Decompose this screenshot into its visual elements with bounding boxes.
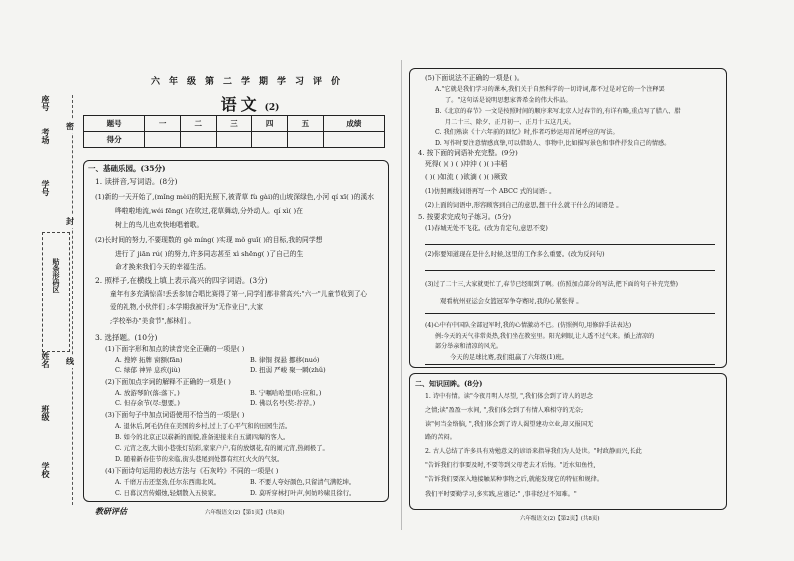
score-cell[interactable] xyxy=(180,132,216,148)
q5s-3: (3)过了二十三,大家就更忙了,春节已经眼到了啊。(仿照加点部分的写法,把下面的句子补充完整) xyxy=(425,281,678,288)
k1-line-a[interactable]: 1. 诗中有情。读"今夜月明人尽望, ",我们体会到了诗人的思念 xyxy=(425,393,593,400)
q3-4-option-b[interactable]: B. 不要人夸好颜色,只留清气满乾坤。 xyxy=(250,479,356,486)
q4-idiom-row-1[interactable]: 死得( )( ) ( )冲沖 ( )( )丰稻 xyxy=(425,160,508,168)
q3-1-stem: (1)下面字形和加点的读音完全正确的一项是( ) xyxy=(105,345,245,353)
q5-option-c[interactable]: C. 我们熟读《十六年前的回忆》时,作者巧妙运用首尾呼应的写法。 xyxy=(435,129,619,136)
page-divider xyxy=(401,60,402,530)
score-header-cell: 题号 xyxy=(84,116,145,132)
answer-line[interactable] xyxy=(425,364,715,365)
score-table-header-row xyxy=(84,116,385,132)
right-page-number: 六年级语文(2)【第2页】(共8页) xyxy=(520,516,600,522)
left-page-number: 六年级语文(2)【第1页】(共8页) xyxy=(205,510,285,516)
q1-line-c: 树上的鸟儿也欢快地唱着歌。 xyxy=(115,221,204,229)
q5-stem: (5)下面说法不正确的一项是( )。 xyxy=(425,74,524,82)
k2-line-b[interactable]: "告诉我们行事要及时,不要等到父母老去才后悔。"近水知鱼性, xyxy=(425,462,596,469)
score-header-cell: 一 xyxy=(145,116,181,132)
k2-line-d[interactable]: 我们平时要勤学习,多实践,应谨记:" ,事非经过不知难。" xyxy=(425,491,577,498)
k1-line-c[interactable]: 读"何当金络脑, ",我们体会到了诗人渴望建功立业,却又报国无 xyxy=(425,421,594,428)
q5-option-a-cont: 了。"这句话是说明思想家普希金的伟大作品。 xyxy=(445,97,572,104)
q4-idiom-row-2[interactable]: ( )( )如流 ( )欲滴 ( )( )厥致 xyxy=(425,173,508,181)
q3-4-option-a[interactable]: A. 千磨万击还坚劲,任尔东西南北风。 xyxy=(115,479,221,486)
q2-prompt: 2. 照样子,在横线上填上表示高兴的四字词语。(3分) xyxy=(95,276,268,285)
q4-sub-2: (2)上面的词语中,形容顾客到自己的意思,想干什么就干什么的词语是 。 xyxy=(425,202,623,209)
q1-line-b: 哗啦啦地流,wéi fēng( )在吹过,花草舞动,分外动人。qí xì( )在 xyxy=(115,207,303,215)
score-cell[interactable] xyxy=(216,132,252,148)
q5-option-a[interactable]: A."它就是我们学习的课本,我们关于自然科学的一切诗词,都不过是对它的一个注释罢 xyxy=(435,86,665,93)
seal-cut-line xyxy=(72,95,73,505)
q4-sub-1: (1)仿照画线词语再写一个 ABCC 式的词语: 。 xyxy=(425,188,556,195)
q5s-prompt: 5. 按要求完成句子练习。(5分) xyxy=(418,213,512,221)
q5s-4-example: 例:今天的天气非常炎热,我们坐在教室里。阳光刺眼,让人透不过气来。插上清凉的 xyxy=(435,333,655,340)
q5s-2: (2)你要知道现在是什么时候,这里的工作多么重要。(改为反问句) xyxy=(425,251,605,258)
q3-2-option-c[interactable]: C. 但存余节(尽:想要。) xyxy=(115,399,180,407)
q3-1-option-b[interactable]: B. 律铜 探悬 挪移(nuó) xyxy=(250,356,320,364)
q3-4-stem: (4)下面诗句运用的表达方法与《石灰吟》不同的一项是( ) xyxy=(105,467,279,475)
q5s-4-sentence: 今天的足球比赛,我们组赢了六年级(1)班。 xyxy=(450,354,568,361)
score-cell[interactable] xyxy=(288,132,324,148)
q3-2-stem: (2)下面加点字词的解释不正确的一项是( ) xyxy=(105,378,231,386)
name-label: 姓名 xyxy=(41,352,51,368)
q3-3-stem: (3)下面句子中加点词语使用不恰当的一项是( ) xyxy=(105,411,245,419)
q2-line-a: 童年有多充满惊喜!丢丢参加合唱比赛得了第一,同学们都非常高兴;"六一"儿童节收到了心 xyxy=(110,290,367,298)
q5s-3b: 观看杭州亚运会女篮冠军争夺赛时,我的心紧张得 。 xyxy=(440,298,583,305)
q3-3-option-d[interactable]: D. 随着新春佳节的来临,街头巷尾到处都有红红火火的气氛。 xyxy=(115,456,284,463)
barcode-paste-label: 贴条形码区 xyxy=(52,258,61,293)
q5-option-d[interactable]: D. 写作时要注意情感真挚,可以借助人、事物中,比如描写景色和事件抒发自己的情感。 xyxy=(435,140,671,147)
score-header-cell: 成绩 xyxy=(323,116,384,132)
score-table xyxy=(83,115,385,148)
q1-line-a: (1)新的一天开始了,(mǐng mèi)的阳光照下,被青草 fù gài)的山坡深绿色,小河 qí xī( )的溪水 xyxy=(95,193,375,201)
q3-3-option-a[interactable]: A. 退休后,阿毛仍住在美国的乡村,过上了心平气和的田园生活。 xyxy=(115,423,292,430)
q1-prompt: 1. 读拼音,写词语。(8分) xyxy=(95,177,178,186)
answer-line[interactable] xyxy=(425,313,715,314)
exam-room-label: 考场 xyxy=(41,128,51,144)
score-header-cell: 五 xyxy=(288,116,324,132)
q3-3-option-b[interactable]: B. 如今的北京正以崭新的面貌,准备迎接来自五湖四海的客人。 xyxy=(115,434,290,441)
q3-prompt: 3. 选择题。(10分) xyxy=(95,333,158,342)
section2-heading: 二、知识回眸。(8分) xyxy=(415,379,483,388)
q3-2-option-d[interactable]: D. 佛以名号(奖:荐荐。) xyxy=(250,399,316,407)
q3-2-option-a[interactable]: A. 放游琴阶(落:落下。) xyxy=(115,389,180,397)
answer-line[interactable] xyxy=(425,270,715,271)
answer-line[interactable] xyxy=(425,244,715,245)
q4-prompt: 4. 按下面的词语补充完整。(9分) xyxy=(418,149,518,157)
score-row-label: 得分 xyxy=(84,132,145,148)
q5s-4-example-cont: 部分举亲和清凉的风光。 xyxy=(435,343,503,350)
seal-word-xian: 线 xyxy=(66,356,74,366)
k2-line-c[interactable]: "告诉我们要深入地接触某种事物之后,就能发现它的特征和规律。 xyxy=(425,476,604,483)
q3-3-option-c[interactable]: C. 元宵之夜,大街小巷张灯结彩,家家户户,有的放烟花,有的闹元宵,热闹极了。 xyxy=(115,445,329,452)
score-header-cell: 三 xyxy=(216,116,252,132)
q3-2-option-b[interactable]: B. 宁嘱哈哈里(哈:应和。) xyxy=(250,389,322,397)
score-cell[interactable] xyxy=(323,132,384,148)
score-cell[interactable] xyxy=(145,132,181,148)
q2-line-c: ;学校举办"美食节",郝林们 。 xyxy=(110,317,196,325)
barcode-paste-area xyxy=(42,232,70,352)
exam-title-text: 语文 xyxy=(220,95,261,114)
seal-word-mi: 密 xyxy=(66,121,74,131)
k1-line-d: 路的苦闷。 xyxy=(425,434,456,441)
q5s-1: (1)春城无处不飞花。(改为肯定句,意思不变) xyxy=(425,225,548,232)
k1-line-b[interactable]: 之情;读"盈盈一水间, ",我们体会到了有情人难相守的无奈; xyxy=(425,407,584,414)
q5-option-b-cont: 月二十三、除夕、正月初一、正月十五这几天。 xyxy=(445,119,575,126)
score-cell[interactable] xyxy=(252,132,288,148)
binding-strip xyxy=(0,0,80,561)
q5-option-b[interactable]: B.《北京的春节》一文是按照时间的顺序来写北京人过春节的,有详有略,重点写了腊八、腊 xyxy=(435,108,681,115)
score-table-score-row xyxy=(84,132,385,148)
q1-line-f: 命才换来我们今天的幸福生活。 xyxy=(115,263,211,271)
q3-4-option-c[interactable]: C. 日暮汉宫传蜡烛,轻烟散入五侯家。 xyxy=(115,490,221,497)
q3-1-option-c[interactable]: C. 绿郁 神异 息疚(jiù) xyxy=(115,366,181,374)
student-number-label: 学号 xyxy=(41,180,51,196)
school-label: 学校 xyxy=(41,462,51,478)
research-stamp: 教研评估 xyxy=(95,506,127,516)
score-header-cell: 四 xyxy=(252,116,288,132)
q3-1-option-a[interactable]: A. 搜婷 拓牌 窗额(fān) xyxy=(115,356,183,364)
q2-line-b: 爱的礼物,小伙伴们 ;本学期我被评为"无作业日",大家 xyxy=(110,303,264,311)
q1-line-d: (2)长时间的努力,不要现数的 gě míng( )实现 mǒ guǐ( )的目标,我的同学想 xyxy=(95,236,323,244)
score-header-cell: 二 xyxy=(180,116,216,132)
q1-line-e: 进行了 jiān rú( )的努力,许多同志甚至 xì shēng( )了自己的生 xyxy=(115,250,304,258)
q3-1-option-d[interactable]: D. 扭弱 严峻 聚一瞬(zhǔ) xyxy=(250,366,326,374)
q3-4-option-d[interactable]: D. 莫听穿林打叶声,何妨吟啸且徐行。 xyxy=(250,490,356,497)
exam-edition: (2) xyxy=(264,103,280,113)
seal-word-feng: 封 xyxy=(66,216,74,226)
seat-number-label: 座号 xyxy=(41,95,51,111)
exam-title xyxy=(200,92,300,115)
section1-heading: 一、基础乐园。(35分) xyxy=(88,164,166,173)
q5s-4: (4)心中有中国队全部冠军时,我的心情激动不已。(仿照例句,用修辞手法表达) xyxy=(425,322,632,329)
k2-line-a[interactable]: 2. 古人总结了许多具有劝勉意义的谚语来指导我们为人处世。"时政静而兴,长此 xyxy=(425,448,642,455)
exam-subtitle: 六年级第二学期学习评价 xyxy=(150,77,349,87)
class-label: 班级 xyxy=(41,405,51,421)
